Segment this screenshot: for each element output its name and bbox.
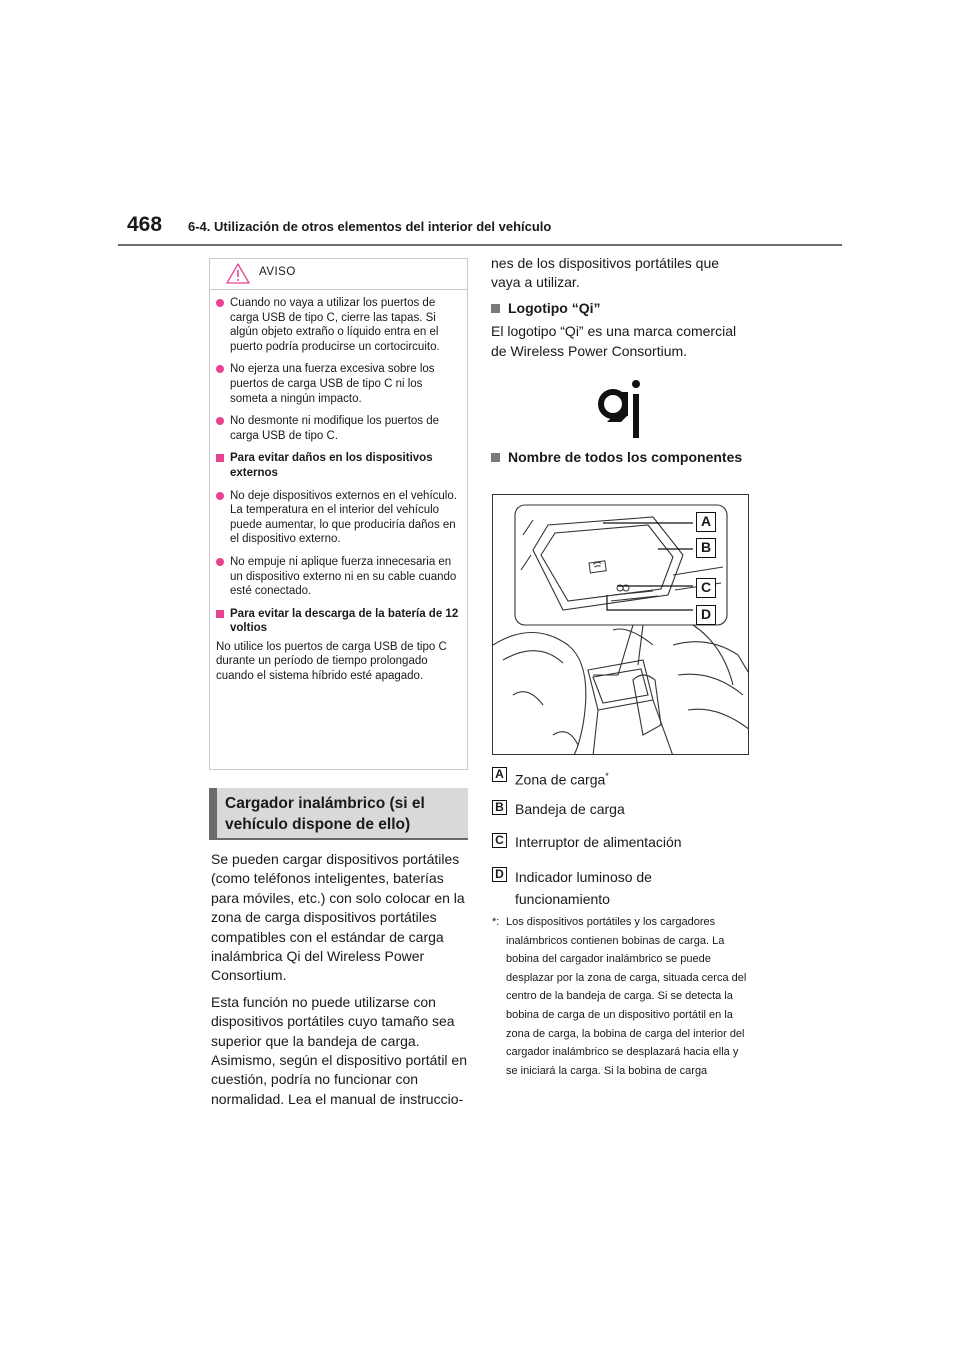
paragraph: Se pueden cargar dispositivos portátiles (como teléfonos inteligentes, baterías para móviles, etc.) con solo colocar en la zona de carga dispositivos portátiles compatibles con el estándar de carga inalámbrica Qi del Wireless Power Consortium. — [211, 851, 465, 984]
wireless-charger-illustration — [492, 494, 749, 755]
legend-text: Indicador luminoso de funcionamiento — [515, 869, 652, 907]
footnote-mark: *: — [492, 916, 500, 928]
legend-letter: A — [492, 767, 507, 782]
right-column — [491, 254, 751, 368]
components-heading-text: Nombre de todos los componentes — [508, 449, 743, 465]
warning-item-text: Para evitar daños en los dispositivos externos — [230, 452, 433, 479]
section-header: 6-4. Utilización de otros elementos del interior del vehículo — [188, 219, 552, 234]
warning-bullet — [216, 489, 461, 547]
warning-header — [210, 259, 467, 290]
footnote-text: Los dispositivos portátiles y los cargadores inalámbricos contienen bobinas de carga. La bobina del cargador inalámbrico se puede desplazar por la zona de carga, situada cerca del centro de la bandeja de carga. Si se detecta la bobina de carga de un dispositivo portátil en la zona de carga, la bobina de carga del interior del cargador inalámbrico se desplazará hacia ella y se iniciará la carga. Si la bobina de carga — [506, 916, 747, 1077]
warning-item-text: No deje dispositivos externos en el vehículo. La temperatura en el interior del vehículo puede aumentar, lo que produciría daños en el dispositivo externo. — [230, 489, 457, 546]
qi-logo-icon — [589, 378, 649, 440]
round-bullet-icon — [216, 365, 224, 373]
warning-box — [209, 258, 468, 770]
warning-item-text: No desmonte ni modifique los puertos de carga USB de tipo C. — [230, 415, 440, 442]
warning-triangle-icon — [226, 263, 250, 284]
warning-title: AVISO — [259, 266, 296, 278]
legend-text: Bandeja de carga — [515, 801, 625, 817]
warning-item-text: Cuando no vaya a utilizar los puertos de carga USB de tipo C, cierre las tapas. Si algún objeto extraño o líquido entra en el puerto podría producirse un cortocircuito. — [230, 297, 440, 353]
warning-subheading — [216, 451, 461, 480]
square-bullet-icon — [491, 453, 500, 462]
qi-logo-text: El logotipo “Qi” es una marca comercial de Wireless Power Consortium. — [491, 323, 737, 359]
footnote — [492, 913, 748, 1080]
page-number: 468 — [127, 213, 163, 236]
console-drawing — [493, 495, 749, 755]
warning-bullet — [216, 555, 461, 599]
square-bullet-icon — [216, 454, 224, 462]
left-column — [211, 850, 467, 1116]
legend-text: Zona de carga* — [515, 771, 609, 788]
warning-subheading — [216, 607, 461, 636]
square-bullet-icon — [491, 304, 500, 313]
warning-bullet — [216, 414, 461, 443]
warning-bullet — [216, 362, 461, 406]
square-bullet-icon — [216, 610, 224, 618]
qi-logo-heading-text: Logotipo “Qi” — [508, 299, 601, 316]
round-bullet-icon — [216, 492, 224, 500]
legend-letter: B — [492, 800, 507, 815]
callout-c: C — [696, 578, 716, 598]
paragraph: Esta función no puede utilizarse con dispositivos portátiles cuyo tamaño sea superior que la bandeja de carga. Asimismo, según el dispositivo portátil en cuestión, podría no funcionar con normalidad. Lea el manual de instruccio- — [211, 993, 468, 1107]
callout-b: B — [696, 538, 716, 558]
round-bullet-icon — [216, 299, 224, 307]
warning-item-text: Para evitar la descarga de la batería de 12 voltios — [230, 607, 459, 635]
header-rule — [118, 244, 842, 246]
warning-items — [216, 296, 461, 684]
continued-paragraph: nes de los dispositivos portátiles que vaya a utilizar. — [491, 255, 720, 291]
callout-a: A — [696, 512, 716, 532]
components-heading — [491, 448, 751, 467]
section-title: Cargador inalámbrico (si el vehículo dispone de ello) — [209, 788, 468, 840]
legend-text: Interruptor de alimentación — [515, 834, 682, 850]
warning-item-text: No utilice los puertos de carga USB de tipo C durante un período de tiempo prolongado cuando el sistema híbrido esté apagado. — [216, 640, 447, 683]
warning-item-text: No empuje ni aplique fuerza innecesaria en un dispositivo externo ni en su cable cuando esté conectado. — [230, 555, 457, 598]
warning-plain-text — [216, 640, 461, 684]
round-bullet-icon — [216, 558, 224, 566]
callout-d: D — [696, 605, 716, 625]
qi-logo-heading — [491, 299, 751, 318]
components-heading-wrap — [491, 442, 751, 471]
round-bullet-icon — [216, 417, 224, 425]
warning-item-text: No ejerza una fuerza excesiva sobre los puertos de carga USB de tipo C ni los someta a ningún impacto. — [230, 363, 435, 405]
warning-bullet — [216, 296, 461, 354]
legend-letter: D — [492, 867, 507, 882]
legend-letter: C — [492, 833, 507, 848]
